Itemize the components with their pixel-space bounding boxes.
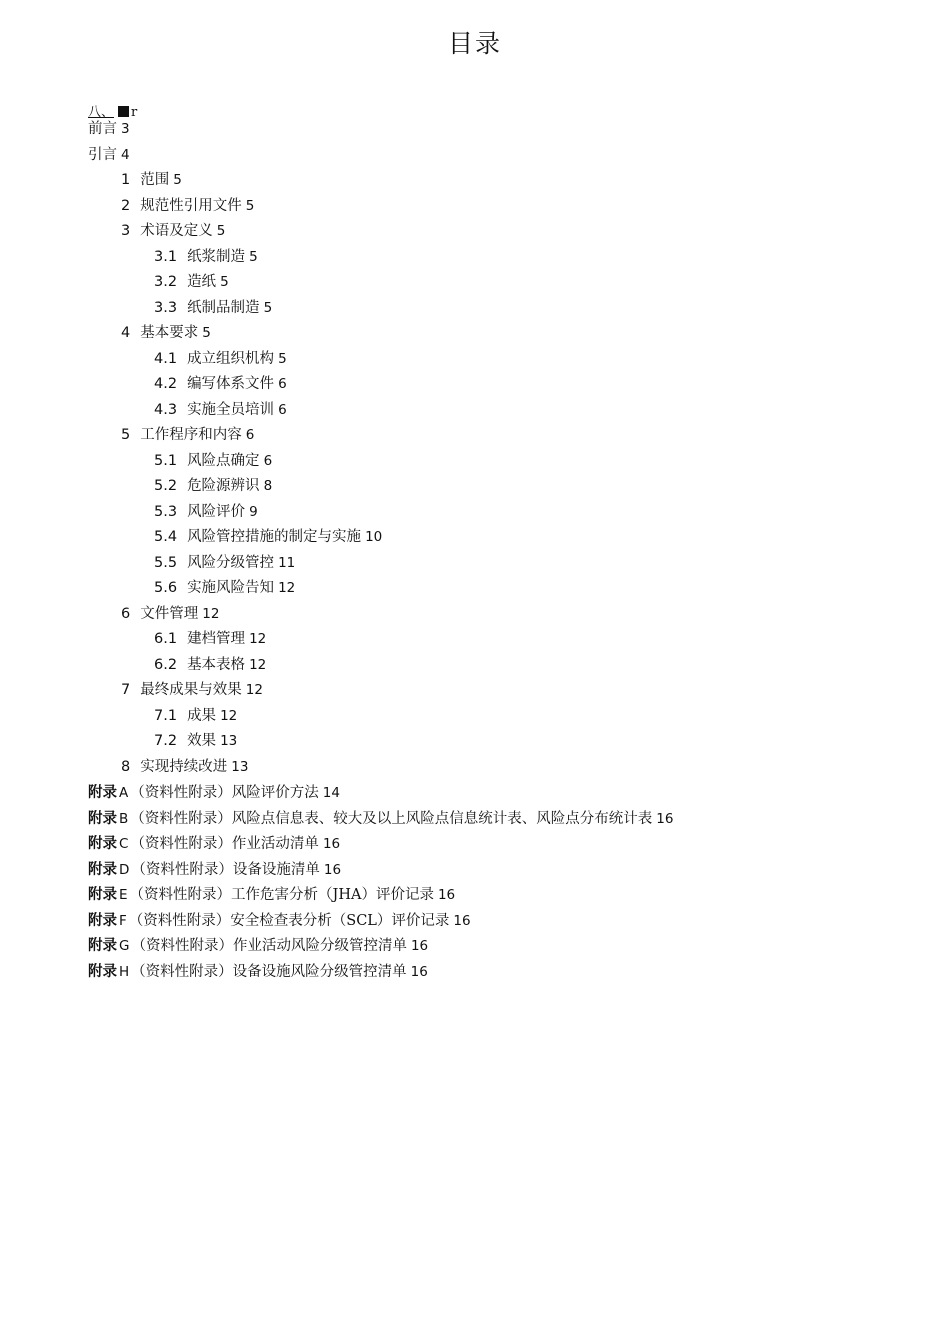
toc-entry[interactable] [88,474,928,500]
toc-appendix[interactable] [88,831,928,857]
toc-appendix[interactable] [88,933,928,959]
section-number: 5.4 [154,529,178,545]
entry-title: （资料性附录）设备设施清单 [131,861,320,878]
section-number: 7.2 [154,733,178,749]
page-number: 5 [202,325,211,341]
page-number: 16 [410,963,428,980]
entry-title: 风险管控措施的制定与实施 [187,529,362,545]
entry-title: 风险点确定 [187,452,260,469]
toc-entry[interactable] [88,398,928,424]
appendix-prefix: 附录 [88,784,117,801]
page-number: 5 [278,350,287,367]
entry-title: 实现持续改进 [140,758,228,775]
entry-title: 成果 [187,707,217,724]
section-number: 4.1 [154,350,178,367]
page-number: 16 [323,861,342,878]
page-number: 16 [656,810,674,827]
toc-appendix[interactable] [88,959,928,985]
entry-title: 范围 [140,172,170,188]
page-number: 16 [453,912,471,929]
toc-entry[interactable] [88,500,928,526]
page-number: 5 [220,274,229,290]
appendix-letter: B [119,810,129,827]
toc-appendix[interactable] [88,882,928,908]
entry-title: 造纸 [187,274,217,290]
page-number: 13 [231,758,249,775]
page-number: 10 [365,529,383,545]
page-number: 12 [249,656,267,673]
entry-title: （资料性附录）设备设施风险分级管控清单 [131,963,407,980]
section-number: 6.2 [154,656,178,673]
entry-title: （资料性附录）工作危害分析（JHA）评价记录 [129,887,434,903]
entry-title: 基本要求 [140,325,199,341]
entry-title: 实施风险告知 [187,580,275,596]
page-number: 4 [121,146,130,163]
section-number: 3.1 [154,248,178,265]
entry-title: 引言 [88,146,117,163]
toc-entry[interactable] [88,449,928,475]
section-number: 4 [121,325,131,341]
section-number: 5.3 [154,503,178,520]
toc-entry[interactable] [88,704,928,730]
toc-entry[interactable] [88,219,928,245]
page-number: 12 [249,631,267,647]
appendix-letter: A [119,785,129,801]
page-number: 16 [322,836,341,852]
toc-entry[interactable] [88,245,928,271]
entry-title: 风险评价 [187,503,246,520]
section-number: 1 [121,172,131,188]
entry-title: 规范性引用文件 [140,197,242,214]
appendix-prefix: 附录 [88,937,117,954]
toc-entry[interactable] [88,372,928,398]
entry-title: 术语及定义 [140,223,213,239]
toc-entry[interactable] [88,525,928,551]
page-number: 12 [245,682,263,698]
table-of-contents [88,117,928,984]
section-number: 3.3 [154,299,178,316]
entry-title: 文件管理 [140,605,199,622]
section-number: 7 [121,682,131,698]
entry-title: 前言 [88,121,117,137]
toc-entry[interactable] [88,551,928,577]
toc-entry[interactable] [88,576,928,602]
toc-entry[interactable] [88,423,928,449]
page-number: 5 [173,172,182,188]
page-number: 6 [278,376,287,392]
appendix-prefix: 附录 [88,886,117,903]
section-number: 5.6 [154,580,178,596]
toc-entry[interactable] [88,755,928,781]
page-number: 8 [263,478,273,494]
page-title: 目录 [447,29,502,58]
appendix-prefix: 附录 [88,809,117,827]
toc-entry[interactable] [88,270,928,296]
appendix-letter: C [119,836,129,852]
toc-appendix[interactable] [88,806,928,832]
toc-entry[interactable] [88,653,928,679]
square-icon [118,106,129,117]
toc-entry[interactable] [88,143,928,169]
appendix-letter: H [119,963,130,980]
section-number: 5.5 [154,554,178,571]
toc-entry[interactable] [88,117,928,143]
appendix-letter: G [119,938,130,954]
entry-title: 建档管理 [187,631,246,647]
toc-entry[interactable] [88,347,928,373]
entry-title: （资料性附录）作业活动风险分级管控清单 [131,938,407,954]
toc-entry[interactable] [88,168,928,194]
section-number: 5 [121,427,131,443]
page-number: 5 [249,248,258,265]
entry-title: （资料性附录）作业活动清单 [130,836,319,852]
entry-title: 编写体系文件 [187,376,275,392]
page-number: 14 [322,785,340,801]
entry-title: 风险分级管控 [187,554,275,571]
mark-underlined: 八、 [88,105,115,120]
toc-entry[interactable] [88,627,928,653]
entry-title: 实施全员培训 [187,401,275,418]
page-number: 6 [263,452,273,469]
toc-entry[interactable] [88,194,928,220]
appendix-letter: E [119,887,128,903]
appendix-prefix: 附录 [88,911,117,929]
section-number: 5.2 [154,478,178,494]
section-number: 4.3 [154,401,178,418]
entry-title: （资料性附录）安全检查表分析（SCL）评价记录 [128,912,450,929]
mark-tail: r [131,105,138,120]
section-number: 7.1 [154,707,178,724]
appendix-letter: D [119,861,130,878]
page-number: 13 [220,733,238,749]
entry-title: 最终成果与效果 [140,682,242,698]
entry-title: 成立组织机构 [187,350,275,367]
appendix-prefix: 附录 [88,962,117,980]
toc-entry[interactable] [88,602,928,628]
page-number: 5 [263,299,273,316]
page-number: 16 [437,887,456,903]
entry-title: 工作程序和内容 [140,427,242,443]
toc-appendix[interactable] [88,908,928,934]
page-number: 11 [278,554,296,571]
page-number: 16 [410,938,429,954]
page-number: 12 [220,707,238,724]
entry-title: 纸浆制造 [187,248,246,265]
toc-entry[interactable] [88,321,928,347]
page-number: 12 [278,580,296,596]
entry-title: 效果 [187,733,217,749]
appendix-prefix: 附录 [88,835,117,852]
page-number: 5 [245,197,255,214]
section-number: 2 [121,197,131,214]
section-number: 4.2 [154,376,178,392]
section-number: 5.1 [154,452,178,469]
toc-appendix[interactable] [88,857,928,883]
entry-title: 危险源辨识 [187,478,260,494]
section-number: 3.2 [154,274,178,290]
appendix-prefix: 附录 [88,860,117,878]
section-number: 3 [121,223,131,239]
page-number: 12 [202,605,220,622]
entry-title: （资料性附录）风险评价方法 [130,785,319,801]
entry-title: 纸制品制造 [187,299,260,316]
page-number: 6 [245,427,255,443]
toc-appendix[interactable] [88,780,928,806]
page-number: 3 [121,121,130,137]
toc-entry[interactable] [88,729,928,755]
appendix-letter: F [119,912,127,929]
section-number: 6 [121,605,131,622]
page-number: 9 [249,503,258,520]
page-number: 5 [216,223,226,239]
section-number: 8 [121,758,131,775]
toc-entry[interactable] [88,296,928,322]
page-number: 6 [278,401,287,418]
toc-entry[interactable] [88,678,928,704]
entry-title: （资料性附录）风险点信息表、较大及以上风险点信息统计表、风险点分布统计表 [130,810,653,827]
section-number: 6.1 [154,631,178,647]
entry-title: 基本表格 [187,656,246,673]
